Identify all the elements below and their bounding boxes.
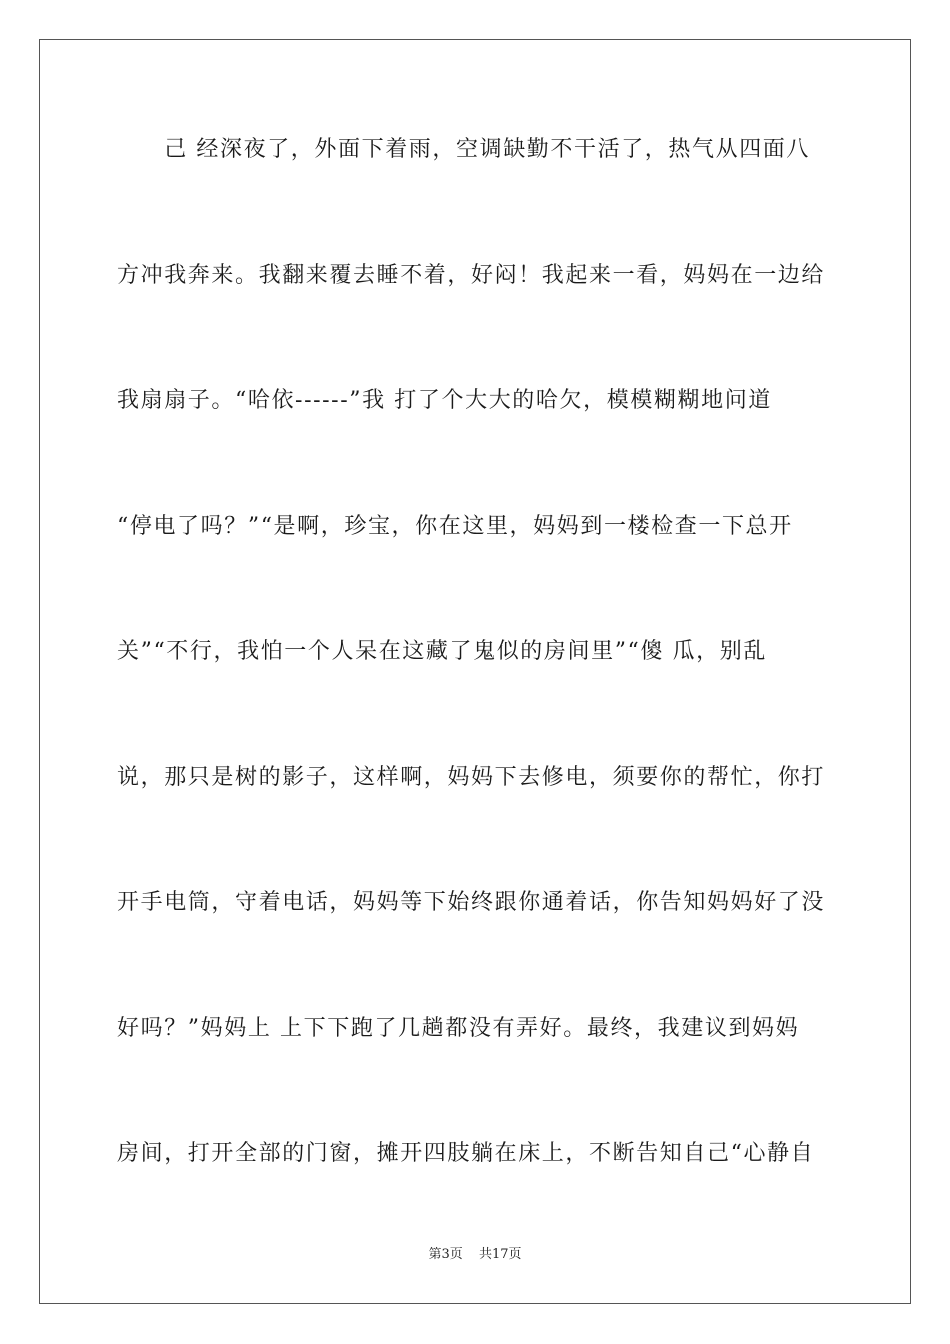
text-line-2: 方冲我奔来。我翻来覆去睡不着，好闷！我起来一看，妈妈在一边给 (117, 263, 826, 288)
text-line-7: 开手电筒，守着电话，妈妈等下始终跟你通着话，你告知妈妈好了没 (117, 890, 826, 915)
text-line-1: 己 经深夜了，外面下着雨，空调缺勤不干活了，热气从四面八 (117, 137, 810, 162)
text-line-4: “停电了吗？”“是啊，珍宝，你在这里，妈妈到一楼检查一下总开 (117, 514, 793, 539)
text-line-5: 关”“不行，我怕一个人呆在这藏了鬼似的房间里”“傻 瓜，别乱 (117, 639, 767, 664)
text-line-3: 我扇扇子。“哈依------”我 打了个大大的哈欠，模模糊糊地问道 (117, 388, 772, 413)
text-line-6: 说，那只是树的影子，这样啊，妈妈下去修电，须要你的帮忙，你打 (117, 765, 826, 790)
text-line-8: 好吗？”妈妈上 上下下跑了几趟都没有弄好。最终，我建议到妈妈 (117, 1016, 800, 1041)
page-footer (0, 1246, 950, 1264)
page-number: 第3页 (428, 1247, 463, 1262)
total-pages: 共17页 (478, 1247, 522, 1262)
text-line-9: 房间，打开全部的门窗，摊开四肢躺在床上，不断告知自己“心静自 (117, 1141, 815, 1166)
page-border (39, 39, 911, 1304)
